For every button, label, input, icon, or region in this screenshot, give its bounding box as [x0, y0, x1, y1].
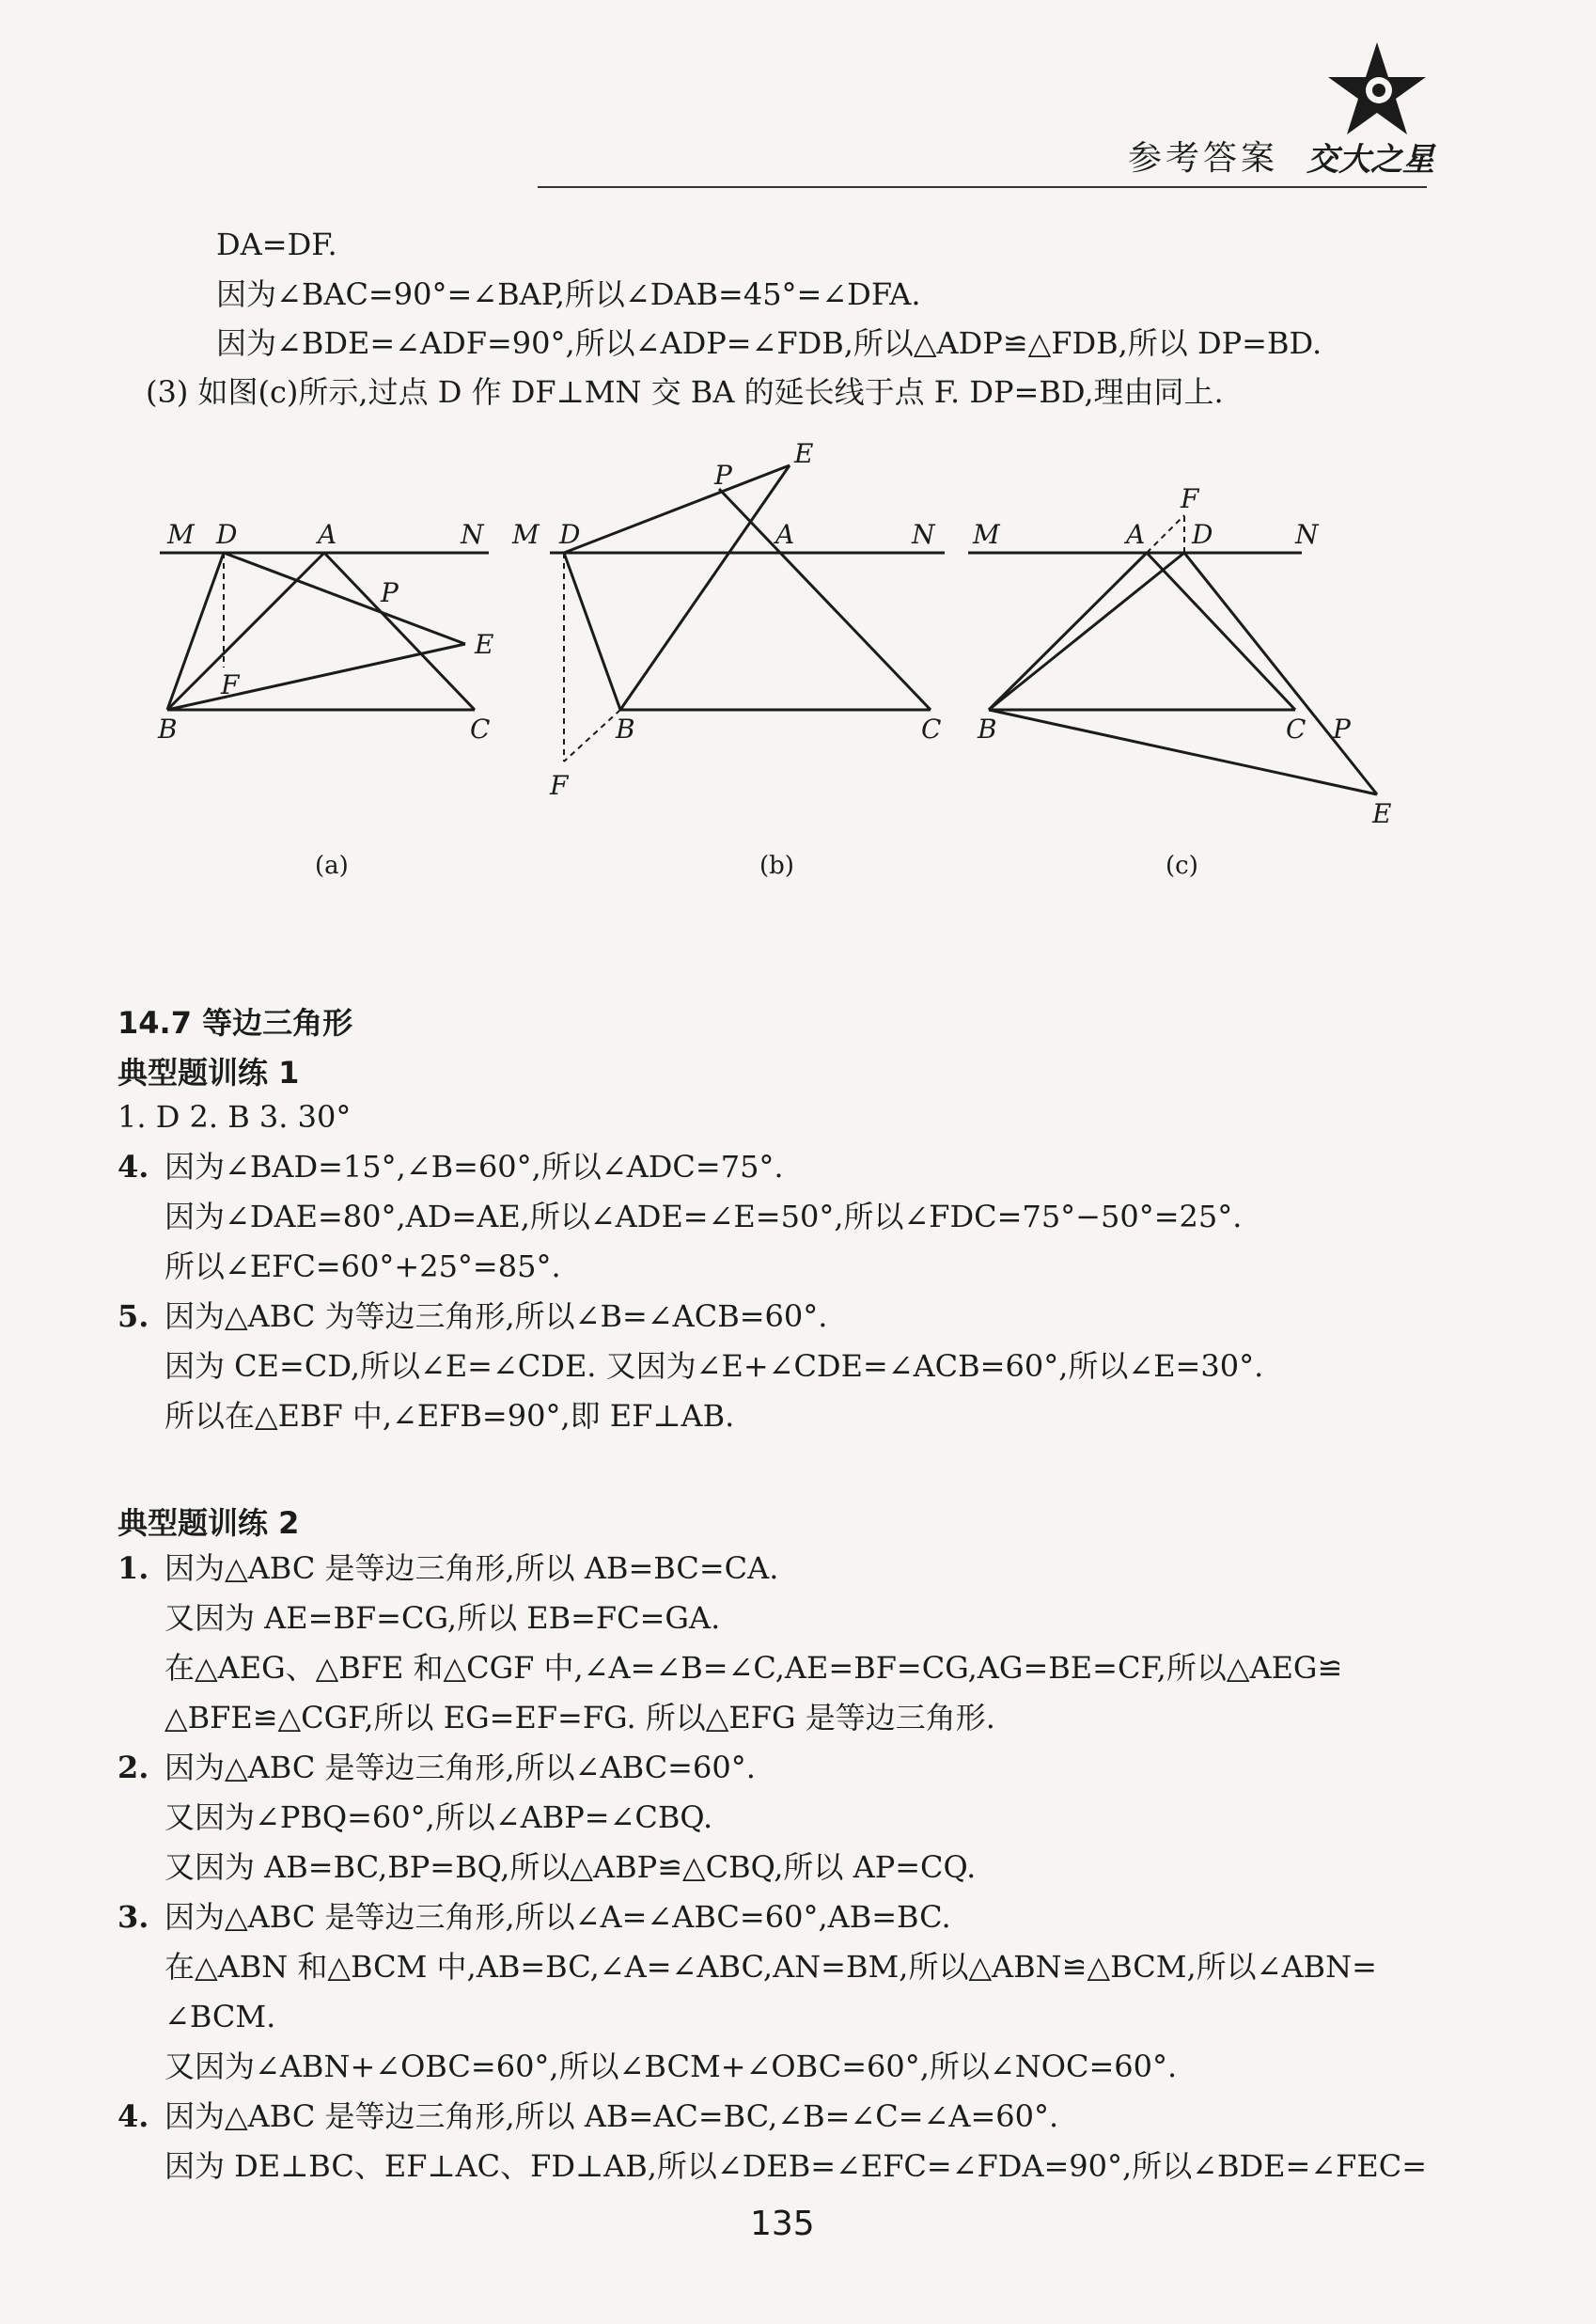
- point-label-A: A: [318, 519, 337, 550]
- text-line: 所以在△EBF 中,∠EFB=90°,即 EF⊥AB.: [164, 1398, 735, 1434]
- point-label-C: C: [921, 714, 942, 745]
- text-line: ∠BCM.: [164, 1999, 276, 2034]
- text-line: 因为△ABC 是等边三角形,所以 AB=AC=BC,∠B=∠C=∠A=60°.: [164, 2098, 1059, 2134]
- header-rule: [538, 186, 1427, 188]
- text-line: 因为 CE=CD,所以∠E=∠CDE. 又因为∠E+∠CDE=∠ACB=60°,所以∠E=30°.: [164, 1348, 1264, 1384]
- point-label-N: N: [912, 519, 935, 550]
- brand-name: 交大之星: [1307, 141, 1434, 179]
- text-line: 又因为∠ABN+∠OBC=60°,所以∠BCM+∠OBC=60°,所以∠NOC=60°.: [164, 2049, 1178, 2084]
- star-logo-icon: [1321, 38, 1433, 145]
- text-line: △BFE≌△CGF,所以 EG=EF=FG. 所以△EFG 是等边三角形.: [164, 1700, 995, 1735]
- section-title: 14.7 等边三角形: [117, 1005, 353, 1041]
- page-number: 135: [750, 2205, 815, 2243]
- point-label-N: N: [461, 519, 484, 550]
- text-line: DA=DF.: [216, 227, 337, 262]
- point-label-D: D: [1192, 519, 1213, 550]
- point-label-M: M: [973, 519, 1000, 550]
- text-line: 又因为 AE=BF=CG,所以 EB=FC=GA.: [164, 1600, 721, 1636]
- point-label-E: E: [1372, 798, 1392, 829]
- text-line: 因为△ABC 是等边三角形,所以 AB=BC=CA.: [164, 1550, 779, 1586]
- point-label-A: A: [1126, 519, 1146, 550]
- header-title: 参考答案: [1128, 139, 1279, 178]
- text-line: 因为△ABC 是等边三角形,所以∠ABC=60°.: [164, 1750, 756, 1785]
- point-label-B: B: [978, 714, 997, 745]
- figure-caption-a: (a): [315, 852, 349, 880]
- point-label-D: D: [216, 519, 238, 550]
- point-label-E: E: [475, 629, 494, 660]
- figure-c: [959, 470, 1410, 837]
- point-label-C: C: [1286, 714, 1307, 745]
- text-line: 又因为 AB=BC,BP=BQ,所以△ABP≌△CBQ,所以 AP=CQ.: [164, 1849, 977, 1885]
- text-line: 因为 DE⊥BC、EF⊥AC、FD⊥AB,所以∠DEB=∠EFC=∠FDA=90°,所以∠BDE=∠FEC=: [164, 2148, 1428, 2184]
- point-label-E: E: [794, 438, 814, 469]
- answers-line: 1. D 2. B 3. 30°: [117, 1099, 352, 1135]
- text-line: 因为△ABC 是等边三角形,所以∠A=∠ABC=60°,AB=BC.: [164, 1899, 951, 1935]
- point-label-N: N: [1295, 519, 1319, 550]
- text-line: 因为∠BAC=90°=∠BAP,所以∠DAB=45°=∠DFA.: [216, 276, 921, 312]
- item-number: 5.: [117, 1298, 149, 1334]
- figure-b: [503, 432, 973, 809]
- text-line: (3) 如图(c)所示,过点 D 作 DF⊥MN 交 BA 的延长线于点 F. DP=BD,理由同上.: [146, 374, 1224, 410]
- point-label-P: P: [714, 460, 732, 491]
- point-label-P: P: [1333, 714, 1351, 745]
- text-line: 又因为∠PBQ=60°,所以∠ABP=∠CBQ.: [164, 1799, 713, 1835]
- point-label-C: C: [470, 714, 491, 745]
- point-label-M: M: [512, 519, 540, 550]
- figure-a: [150, 508, 526, 752]
- item-number: 2.: [117, 1750, 149, 1785]
- figure-caption-c: (c): [1166, 852, 1198, 880]
- text-line: 所以∠EFC=60°+25°=85°.: [164, 1248, 561, 1284]
- point-label-D: D: [559, 519, 581, 550]
- point-label-B: B: [616, 714, 635, 745]
- part1-heading: 典型题训练 1: [117, 1055, 300, 1091]
- item-number: 3.: [117, 1899, 149, 1935]
- text-line: 在△AEG、△BFE 和△CGF 中,∠A=∠B=∠C,AE=BF=CG,AG=BE=CF,所以△AEG≌: [164, 1650, 1343, 1686]
- text-line: 因为∠BAD=15°,∠B=60°,所以∠ADC=75°.: [164, 1149, 784, 1185]
- text-line: 因为△ABC 为等边三角形,所以∠B=∠ACB=60°.: [164, 1298, 828, 1334]
- text-line: 因为∠BDE=∠ADF=90°,所以∠ADP=∠FDB,所以△ADP≌△FDB,所以 DP=BD.: [216, 325, 1322, 361]
- point-label-F: F: [550, 770, 569, 801]
- point-label-M: M: [167, 519, 195, 550]
- item-number: 4.: [117, 1149, 149, 1185]
- point-label-F: F: [221, 669, 240, 700]
- point-label-F: F: [1181, 483, 1199, 514]
- item-number: 4.: [117, 2098, 149, 2134]
- point-label-B: B: [158, 714, 178, 745]
- figure-caption-b: (b): [759, 852, 794, 880]
- text-line: 因为∠DAE=80°,AD=AE,所以∠ADE=∠E=50°,所以∠FDC=75°−50°=25°.: [164, 1199, 1243, 1234]
- text-line: 在△ABN 和△BCM 中,AB=BC,∠A=∠ABC,AN=BM,所以△ABN≌△BCM,所以∠ABN=: [164, 1949, 1377, 1985]
- point-label-P: P: [381, 577, 399, 608]
- point-label-A: A: [775, 519, 795, 550]
- part2-heading: 典型题训练 2: [117, 1505, 300, 1541]
- item-number: 1.: [117, 1550, 149, 1586]
